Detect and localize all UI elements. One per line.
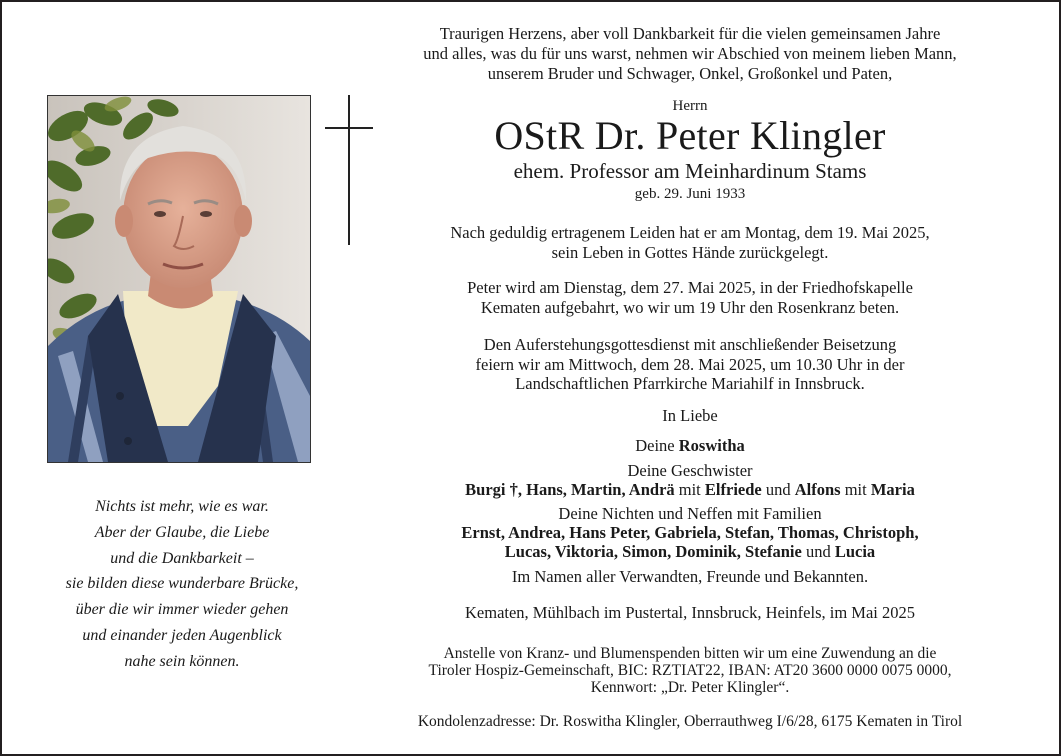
wake-line: Peter wird am Dienstag, dem 27. Mai 2025, in der Friedhofskapelle [467, 278, 913, 297]
conj: mit [840, 480, 871, 499]
funeral-line: Den Auferstehungsgottesdienst mit anschließender Beisetzung [483, 335, 897, 354]
nieces-heading: Deine Nichten und Neffen mit Familien [558, 504, 822, 523]
condolence-address: Kondolenzadresse: Dr. Roswitha Klingler, Oberrauthweg I/6/28, 6175 Kematen in Tirol [417, 713, 963, 730]
portrait-photo [47, 95, 311, 463]
sibling-names-c: Alfons [794, 480, 841, 499]
poem-line: nahe sein können. [124, 652, 240, 670]
donation-line: Anstelle von Kranz- und Blumenspenden bitten wir um eine Zuwendung an die [443, 645, 937, 662]
wake-notice [342, 278, 1038, 317]
siblings-heading: Deine Geschwister [627, 461, 753, 480]
nieces-nephews [342, 504, 1038, 561]
intro-line: unserem Bruder und Schwager, Onkel, Großonkel und Paten, [487, 64, 893, 83]
nieces-names-b: Lucia [834, 542, 876, 561]
death-notice [342, 223, 1038, 262]
conj: und [761, 480, 795, 499]
donation-line: Kennwort: „Dr. Peter Klingler“. [590, 679, 790, 696]
funeral-line: feiern wir am Mittwoch, dem 28. Mai 2025, um 10.30 Uhr in der [475, 354, 905, 374]
wake-line: Kematen aufgebahrt, wo wir um 19 Uhr den Rosenkranz beten. [480, 297, 900, 317]
conj: mit [674, 480, 705, 499]
siblings [342, 461, 1038, 499]
intro-line: und alles, was du für uns warst, nehmen wir Abschied von meinem lieben Mann, [423, 44, 957, 63]
nieces-names-a: Lucas, Viktoria, Simon, Dominik, Stefanie [504, 542, 802, 561]
siblings-names [342, 480, 1038, 499]
place-date: Kematen, Mühlbach im Pustertal, Innsbruck, Heinfels, im Mai 2025 [465, 603, 915, 622]
deceased-name: OStR Dr. Peter Klingler [494, 113, 886, 158]
sibling-names-a: Burgi †, Hans, Martin, Andrä [465, 480, 675, 499]
salutation: Herrn [672, 98, 708, 114]
death-line: sein Leben in Gottes Hände zurückgelegt. [551, 242, 829, 262]
poem-line: und einander jeden Augenblick [82, 626, 282, 644]
wife-line [342, 436, 1038, 456]
wife-name: Roswitha [678, 436, 745, 455]
poem-line: und die Dankbarkeit – [110, 549, 254, 567]
poem [32, 494, 332, 675]
in-love: In Liebe [662, 406, 718, 425]
funeral-line: Landschaftlichen Pfarrkirche Mariahilf in Innsbruck. [515, 374, 865, 393]
death-line: Nach geduldig ertragenem Leiden hat er am Montag, dem 19. Mai 2025, [450, 223, 930, 242]
nieces-line2 [342, 542, 1038, 561]
sibling-names-d: Maria [870, 480, 915, 499]
donation-notice [342, 645, 1038, 696]
relatives-line: Im Namen aller Verwandten, Freunde und Bekannten. [511, 567, 869, 586]
funeral-notice [342, 335, 1038, 394]
poem-line: Aber der Glaube, die Liebe [94, 523, 270, 541]
intro-line: Traurigen Herzens, aber voll Dankbarkeit für die vielen gemeinsamen Jahre [439, 24, 941, 43]
intro-text [342, 24, 1038, 84]
poem-line: Nichts ist mehr, wie es war. [95, 498, 269, 515]
birth-date: geb. 29. Juni 1933 [634, 186, 746, 202]
poem-line: sie bilden diese wunderbare Brücke, [65, 575, 299, 593]
donation-line: Tiroler Hospiz-Gemeinschaft, BIC: RZTIAT22, IBAN: AT20 3600 0000 0075 0000, [428, 662, 952, 679]
conj: und [801, 542, 835, 561]
sibling-names-b: Elfriede [704, 480, 762, 499]
poem-line: über die wir immer wieder gehen [75, 601, 289, 619]
nieces-line1: Ernst, Andrea, Hans Peter, Gabriela, Stefan, Thomas, Christoph, [461, 523, 919, 542]
wife-prefix: Deine [635, 436, 679, 455]
deceased-title: ehem. Professor am Meinhardinum Stams [513, 159, 867, 183]
